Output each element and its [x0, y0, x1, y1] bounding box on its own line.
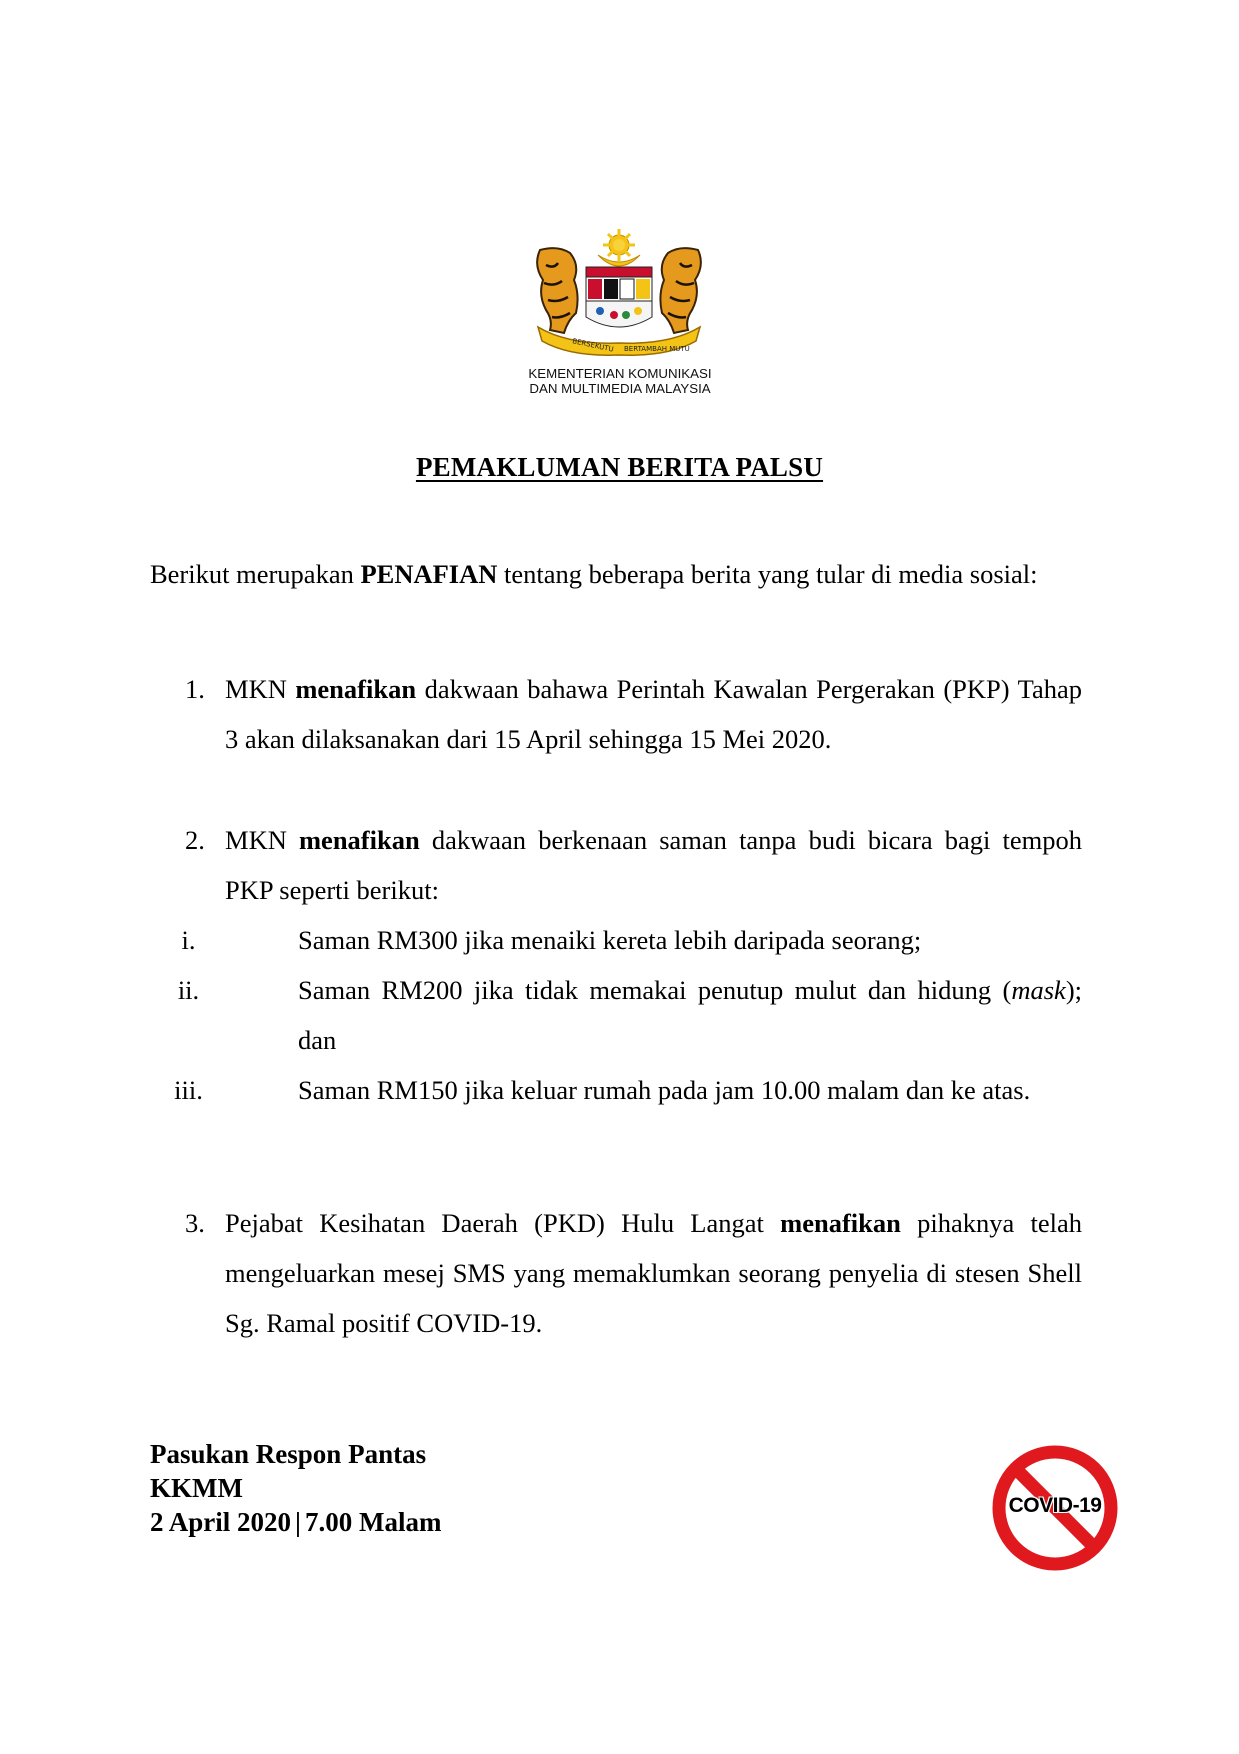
- text-end: dakwaan bahawa Perintah Kawalan Pergerakan (PKP) Tahap 3 akan dilaksanakan dari 15 April sehingga 15 Mei 2020.: [225, 674, 1082, 754]
- svg-text:BERTAMBAH MUTU: BERTAMBAH MUTU: [624, 345, 690, 353]
- italic-word: mask: [1011, 975, 1066, 1005]
- org-name: KKMM: [150, 1473, 243, 1503]
- page-title: PEMAKLUMAN BERITA PALSU: [415, 452, 824, 482]
- text-start: MKN: [225, 825, 299, 855]
- time: 7.00 Malam: [304, 1507, 442, 1537]
- sub-item-1: [150, 915, 1082, 965]
- bold-word: menafikan: [780, 1208, 901, 1238]
- ministry-line-1: KEMENTERIAN KOMUNIKASI: [528, 366, 712, 381]
- roman-numeral: ii.: [177, 975, 200, 1005]
- list-item-text: [225, 664, 1082, 764]
- intro-text-end: tentang beberapa berita yang tular di media sosial:: [497, 559, 1038, 589]
- list-item-2: [150, 815, 1082, 1115]
- sub-item-3: [150, 1065, 1082, 1115]
- svg-text:BERSEKUTU: BERSEKUTU: [571, 337, 615, 354]
- sub-item-2: [150, 965, 1082, 1065]
- date-line: [150, 1505, 441, 1539]
- intro-text-start: Berikut merupakan: [150, 559, 361, 589]
- separator: |: [295, 1507, 301, 1537]
- list-item-1: [150, 664, 1082, 764]
- date: 2 April 2020: [150, 1507, 292, 1537]
- roman-numeral: iii.: [174, 1075, 203, 1105]
- roman-numeral: i.: [181, 925, 196, 955]
- sub-item-text: Saman RM150 jika keluar rumah pada jam 10.00 malam dan ke atas.: [298, 1075, 1031, 1105]
- text-start: Saman RM200 jika tidak memakai penutup mulut dan hidung (: [298, 975, 1012, 1005]
- list-item-text: [225, 1198, 1082, 1348]
- text-end: pihaknya telah mengeluarkan mesej SMS yang memaklumkan seorang penyelia di stesen Shell Sg. Ramal positif COVID-19.: [225, 1208, 1082, 1338]
- bold-word: menafikan: [298, 825, 420, 855]
- list-item-3: [150, 1198, 1082, 1348]
- sub-item-text: [298, 965, 1082, 1065]
- team-name: Pasukan Respon Pantas: [150, 1439, 427, 1469]
- ministry-line-2: DAN MULTIMEDIA MALAYSIA: [529, 381, 711, 396]
- intro-bold: PENAFIAN: [360, 559, 498, 589]
- ministry-name: [520, 366, 720, 396]
- signature-block: [150, 1437, 441, 1539]
- stamp-label: COVID-19: [1008, 1494, 1102, 1517]
- text-start: Pejabat Kesihatan Daerah (PKD) Hulu Langat: [225, 1208, 781, 1238]
- text-end: dakwaan berkenaan saman tanpa budi bicara bagi tempoh PKP seperti berikut:: [225, 825, 1082, 905]
- list-number: 2.: [185, 825, 205, 855]
- text-end: ); dan: [298, 975, 1082, 1055]
- bold-word: menafikan: [295, 674, 417, 704]
- text-start: MKN: [225, 674, 296, 704]
- intro-paragraph: [150, 549, 1082, 599]
- list-number: 1.: [185, 674, 205, 704]
- sub-item-text: Saman RM300 jika menaiki kereta lebih daripada seorang;: [298, 925, 922, 955]
- list-number: 3.: [185, 1208, 205, 1238]
- list-item-text: [174, 815, 1082, 1115]
- sub-list: [150, 915, 1082, 1115]
